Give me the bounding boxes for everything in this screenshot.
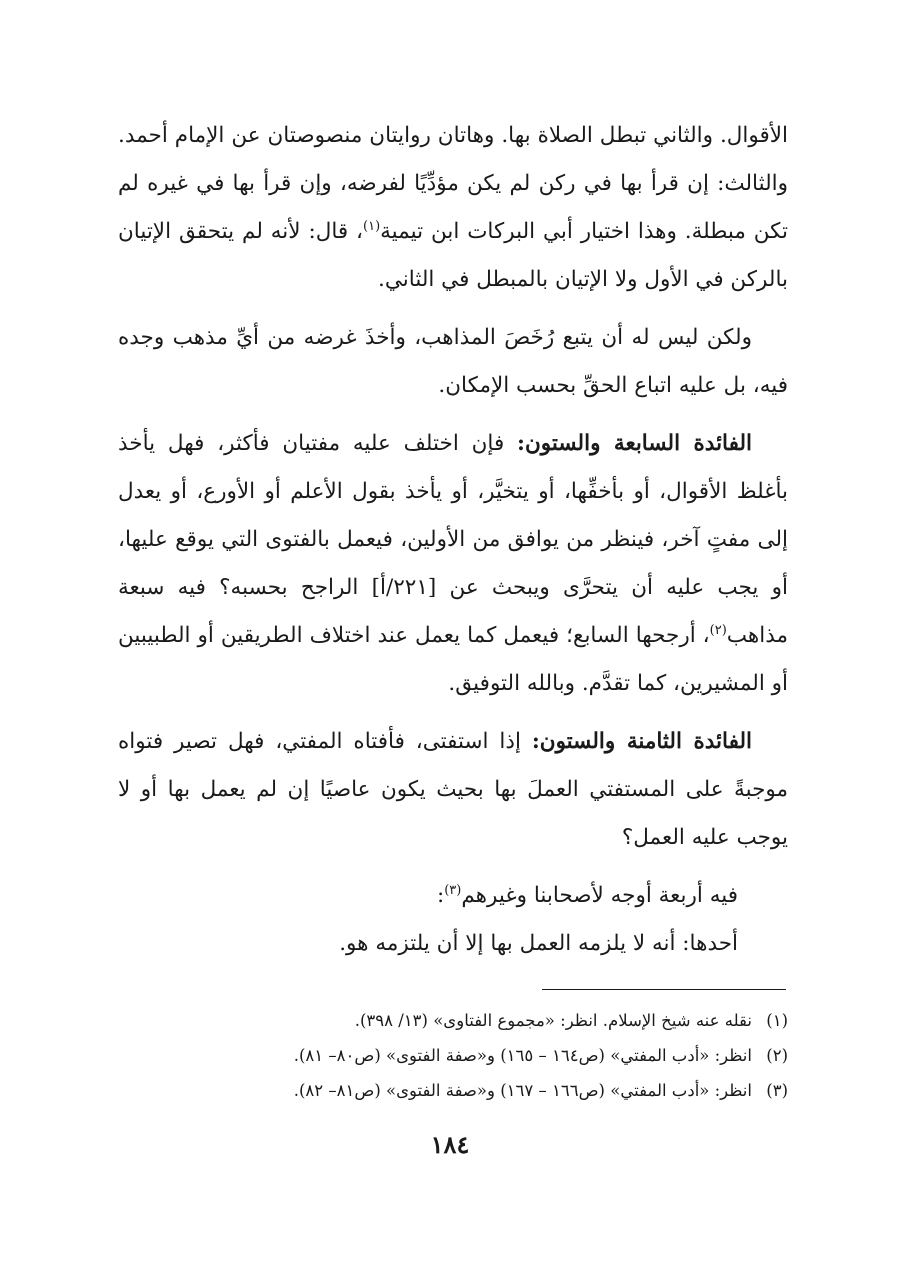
footnote-1	[118, 1003, 788, 1038]
paragraph-3	[118, 420, 788, 708]
footnote-text: انظر: «أدب المفتي» (ص١٦٤ – ١٦٥) و«صفة الفتوى» (ص٨٠– ٨١).	[293, 1046, 752, 1065]
section-heading-67: الفائدة السابعة والستون:	[517, 431, 753, 456]
paragraph-4	[118, 718, 788, 862]
footnote-divider	[542, 989, 786, 990]
page-number: ١٨٤	[430, 1130, 470, 1159]
footnotes	[118, 1003, 788, 1108]
paragraph-1	[118, 112, 788, 304]
footnote-ref-3[interactable]: (٣)	[444, 882, 462, 898]
paragraph-1-text: الأقوال. والثاني تبطل الصلاة بها. وهاتان روايتان منصوصتان عن الإمام أحمد. والثالث: إن قرأ بها في ركن لم يكن مؤدِّيًا لفرضه، وإن قرأ بها في غيره لم تكن مبطلة. وهذا اختيار أبي البركات ابن تيمية	[118, 123, 788, 244]
paragraph-5-text: فيه أربعة أوجه لأصحابنا وغيرهم	[461, 883, 738, 908]
paragraph-4-text: إذا استفتى، فأفتاه المفتي، فهل تصير فتواه موجبةً على المستفتي العملَ بها بحيث يكون عاصيًا إن لم يعمل بها أو لا يوجب عليه العمل؟	[118, 729, 788, 850]
footnote-text: انظر: «أدب المفتي» (ص١٦٦ – ١٦٧) و«صفة الفتوى» (ص٨١– ٨٢).	[293, 1081, 752, 1100]
footnote-ref-2[interactable]: (٢)	[709, 622, 727, 638]
footnote-text: نقله عنه شيخ الإسلام. انظر: «مجموع الفتاوى» (١٣/ ٣٩٨).	[354, 1011, 752, 1030]
footnote-ref-1[interactable]: (١)	[363, 218, 381, 234]
footnote-number: (١)	[766, 1011, 788, 1030]
section-heading-68: الفائدة الثامنة والستون:	[531, 729, 752, 754]
paragraph-2: ولكن ليس له أن يتبع رُخَصَ المذاهب، وأخذَ غرضه من أيِّ مذهب وجده فيه، بل عليه اتباع الحقِّ بحسب الإمكان.	[118, 325, 788, 398]
footnote-3	[118, 1073, 788, 1108]
footnote-number: (٢)	[766, 1046, 788, 1065]
paragraph-3-end: ، أرجحها السابع؛ فيعمل كما يعمل عند اختلاف الطريقين أو الطبيبين أو المشيرين، كما تقدَّم. وبالله التوفيق.	[118, 623, 788, 696]
footnote-2	[118, 1038, 788, 1073]
paragraph-1-end: ، قال: لأنه لم يتحقق الإتيان بالركن في الأول ولا الإتيان بالمبطل في الثاني.	[118, 219, 788, 292]
paragraph-5	[118, 872, 788, 920]
paragraph-5-end: :	[436, 883, 445, 908]
paragraph-6: أحدها: أنه لا يلزمه العمل بها إلا أن يلتزمه هو.	[339, 931, 738, 956]
footnote-number: (٣)	[766, 1081, 788, 1100]
main-text	[118, 112, 788, 968]
paragraph-3-text: فإن اختلف عليه مفتيان فأكثر، فهل يأخذ بأغلظ الأقوال، أو بأخفِّها، أو يتخيَّر، أو يأخذ بقول الأعلم أو الأورع، أو يعدل إلى مفتٍ آخر، فينظر من يوافق من الأولين، فيعمل بالفتوى التي يوقع عليها، أو يجب عليه أن يتحرَّى ويبحث عن [٢٢١/أ] الراجح بحسبه؟ فيه سبعة مذاهب	[118, 431, 788, 648]
